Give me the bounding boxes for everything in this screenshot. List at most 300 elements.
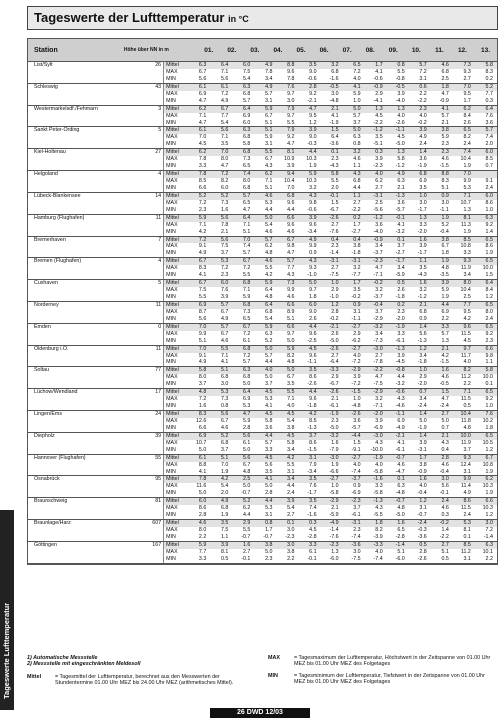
cell-value: 6.7 <box>188 258 210 265</box>
cell-value: 7.2 <box>485 527 493 533</box>
cell-value: 4.6 <box>441 461 449 468</box>
cell-value: 3.7 <box>375 308 383 315</box>
cell-value: 5.9 <box>188 542 210 549</box>
cell-value: -4.0 <box>373 228 383 235</box>
cell-value: -0.7 <box>241 490 251 497</box>
row-type: MIN <box>163 120 188 127</box>
station-name <box>28 527 117 534</box>
station-height: 5 <box>158 280 162 287</box>
cell-value: -6.7 <box>329 206 339 213</box>
cell-value: 3.8 <box>287 548 295 555</box>
cell-value: 3.2 <box>321 62 343 69</box>
station-name: Westermarkelsdf./Fehmarn <box>34 105 98 112</box>
cell-value: 4.5 <box>276 433 298 440</box>
cell-value: -1.3 <box>417 337 427 344</box>
cell-value: 0.5 <box>441 555 449 562</box>
cell-value: 4.4 <box>287 206 295 213</box>
cell-value: 1.4 <box>485 228 493 235</box>
temperature-table <box>27 38 498 565</box>
cell-value: 8.1 <box>276 149 298 156</box>
cell-value: 6.4 <box>331 134 339 141</box>
table-header <box>28 39 497 62</box>
cell-value: 0.8 <box>220 403 229 410</box>
cell-value: 8.0 <box>243 178 251 184</box>
cell-value: 5.3 <box>210 258 232 265</box>
cell-value: -3.0 <box>321 455 343 462</box>
cell-value: 0.9 <box>343 302 365 309</box>
cell-value: 6.9 <box>419 178 427 184</box>
cell-value: 1.6 <box>232 542 254 549</box>
table-row <box>28 381 497 388</box>
cell-value: 5.6 <box>210 127 232 134</box>
station-name <box>28 549 117 556</box>
cell-value: 5.0 <box>243 483 251 490</box>
cell-value: 2.2 <box>198 533 207 540</box>
cell-value: 1.2 <box>321 302 343 309</box>
cell-value: 3.5 <box>375 134 383 141</box>
row-type: Mittel <box>163 324 188 331</box>
cell-value: 10.3 <box>306 156 317 163</box>
cell-value: -0.6 <box>307 206 317 213</box>
cell-value: 8.0 <box>453 280 475 287</box>
cell-value: 3.3 <box>375 483 383 490</box>
cell-value: 6.9 <box>243 396 251 403</box>
table-row <box>28 113 497 120</box>
cell-value: -6.9 <box>373 424 383 431</box>
cell-value: -3.6 <box>329 141 339 148</box>
col-day: 13. <box>481 46 491 54</box>
cell-value: 1.8 <box>309 294 317 300</box>
cell-value: 6.6 <box>276 215 298 222</box>
cell-value: 4.4 <box>265 206 273 213</box>
cell-value: 3.9 <box>419 439 427 446</box>
cell-value: 6.3 <box>397 483 405 490</box>
row-type: MAX <box>163 178 188 185</box>
cell-value: 3.8 <box>419 461 427 468</box>
cell-value: 4.5 <box>254 411 276 418</box>
station-height <box>117 243 163 250</box>
cell-value: 6.4 <box>232 389 254 396</box>
station-height <box>117 91 163 98</box>
cell-value: 9.3 <box>463 68 471 75</box>
cell-value: -0.4 <box>439 228 449 235</box>
cell-value: 5.4 <box>243 75 251 82</box>
page-number: 26 DWD 12/03 <box>210 708 310 718</box>
station-height: 607 <box>152 520 162 527</box>
cell-value: 4.4 <box>287 483 295 490</box>
cell-value: 10.3 <box>482 483 493 490</box>
station-name <box>28 200 117 207</box>
cell-value: 4.7 <box>243 206 251 213</box>
cell-value: 5.9 <box>298 171 320 178</box>
cell-value: 3.0 <box>287 97 295 104</box>
station-height <box>117 425 163 432</box>
cell-value: 5.8 <box>287 439 295 446</box>
cell-value: 7.0 <box>188 324 210 331</box>
cell-value: 5.6 <box>265 461 273 468</box>
cell-value: -2.1 <box>387 433 409 440</box>
table-row <box>28 272 497 279</box>
cell-value: 6.3 <box>188 62 210 69</box>
table-row <box>28 418 497 425</box>
cell-value: 2.8 <box>243 424 251 431</box>
cell-value: 9.1 <box>198 352 207 359</box>
cell-value: 5.6 <box>232 455 254 462</box>
station-name <box>28 287 117 294</box>
cell-value: 5.1 <box>441 184 449 191</box>
cell-value: -3.4 <box>307 468 317 475</box>
cell-value: 1.2 <box>409 346 431 353</box>
table-row <box>28 440 497 447</box>
cell-value: -1.4 <box>483 533 493 540</box>
cell-value: 6.0 <box>243 119 251 126</box>
station-group <box>28 411 497 433</box>
cell-value: 10.8 <box>460 243 471 250</box>
cell-value: 0.9 <box>353 483 361 490</box>
cell-value: 4.6 <box>220 337 229 344</box>
cell-value: 7.7 <box>453 302 475 309</box>
cell-value: 5.8 <box>188 367 210 374</box>
cell-value: 3.4 <box>397 265 405 272</box>
cell-value: 8.5 <box>485 156 493 163</box>
cell-value: -5.5 <box>373 512 383 519</box>
cell-value: 4.6 <box>441 505 449 512</box>
cell-value: -1.9 <box>387 324 409 331</box>
cell-value: 9.5 <box>463 308 471 315</box>
row-type: MAX <box>163 69 188 76</box>
cell-value: -3.1 <box>365 193 387 200</box>
cell-value: 7.0 <box>287 184 295 191</box>
cell-value: -1.3 <box>307 424 317 431</box>
cell-value: -2.6 <box>417 555 427 562</box>
cell-value: 7.9 <box>276 127 298 134</box>
cell-value: 2.9 <box>375 90 383 97</box>
cell-value: 6.0 <box>475 149 497 156</box>
cell-value: 4.6 <box>220 424 229 431</box>
cell-value: 3.5 <box>298 367 320 374</box>
station-height: 11 <box>155 214 162 221</box>
station-height <box>117 374 163 381</box>
cell-value: 9.6 <box>287 199 295 206</box>
cell-value: 4.0 <box>419 112 427 119</box>
station-name <box>28 556 117 563</box>
cell-value: 7.1 <box>220 134 229 141</box>
table-row <box>28 185 497 192</box>
cell-value: 4.1 <box>431 106 453 113</box>
cell-value: 4.3 <box>375 439 383 446</box>
cell-value: 3.9 <box>287 163 295 170</box>
cell-value: 8.5 <box>198 178 207 184</box>
cell-value: 3.5 <box>419 184 427 191</box>
cell-value: 2.4 <box>419 141 427 148</box>
station-group <box>28 127 497 149</box>
station-name <box>28 425 117 432</box>
cell-value: 3.4 <box>375 330 383 337</box>
cell-value: 12.4 <box>460 461 471 468</box>
row-type: MIN <box>163 338 188 345</box>
cell-value: -0.9 <box>365 237 387 244</box>
row-type: MIN <box>163 163 188 170</box>
cell-value: -7.1 <box>373 272 383 279</box>
cell-value: 9.3 <box>453 455 475 462</box>
cell-value: 4.0 <box>353 461 361 468</box>
station-name: Oldenburg i.O. <box>34 345 69 352</box>
cell-value: 4.8 <box>463 424 471 431</box>
cell-value: -3.1 <box>321 258 343 265</box>
cell-value: 9.5 <box>463 90 471 97</box>
cell-value: 9.4 <box>276 171 298 178</box>
cell-value: 1.0 <box>409 367 431 374</box>
cell-value: -0.6 <box>373 75 383 82</box>
cell-value: 2.4 <box>463 512 471 519</box>
cell-value: 4.2 <box>276 455 298 462</box>
cell-value: -6.1 <box>329 403 339 410</box>
station-name <box>28 134 117 141</box>
cell-value: 0.1 <box>276 520 298 527</box>
min-label: MIN <box>268 672 278 679</box>
cell-value: 4.6 <box>254 258 276 265</box>
cell-value: -2.7 <box>351 228 361 235</box>
cell-value: 3.8 <box>287 424 295 431</box>
cell-value: 6.5 <box>475 433 497 440</box>
cell-value: 3.1 <box>265 141 273 148</box>
cell-value: 2.6 <box>331 330 339 337</box>
cell-value: 7.2 <box>243 265 251 272</box>
station-name: Schleswig <box>34 83 58 90</box>
table-row <box>28 425 497 432</box>
station-name <box>28 440 117 447</box>
cell-value: 4.2 <box>210 476 232 483</box>
cell-value: 7.2 <box>243 352 251 359</box>
cell-value: 6.8 <box>409 171 431 178</box>
cell-value: 9.6 <box>309 396 317 403</box>
station-height: 39 <box>155 432 162 439</box>
cell-value: 8.8 <box>431 171 453 178</box>
cell-value: -4.9 <box>395 424 405 431</box>
station-height <box>117 338 163 345</box>
cell-value: 11.9 <box>460 439 471 446</box>
station-height <box>117 483 163 490</box>
cell-value: 11.2 <box>460 548 471 555</box>
cell-value: 6.5 <box>243 163 251 170</box>
cell-value: -2.8 <box>307 533 317 540</box>
station-group <box>28 476 497 498</box>
cell-value: -2.7 <box>343 455 365 462</box>
station-name <box>28 113 117 120</box>
cell-value: -7.8 <box>373 359 383 366</box>
row-type: Mittel <box>163 127 188 134</box>
row-type: Mittel <box>163 542 188 549</box>
table-row <box>28 549 497 556</box>
cell-value: 6.7 <box>232 324 254 331</box>
cell-value: 3.0 <box>287 527 295 533</box>
cell-value: 2.3 <box>220 272 229 279</box>
cell-value: 6.8 <box>232 149 254 156</box>
cell-value: -2.0 <box>365 411 387 418</box>
row-type: MIN <box>163 76 188 83</box>
cell-value: 6.6 <box>276 302 298 309</box>
cell-value: 5.0 <box>441 417 449 424</box>
cell-value: 2.3 <box>431 149 453 156</box>
cell-value: 7.4 <box>232 171 254 178</box>
cell-value: 5.2 <box>475 84 497 91</box>
cell-value: -0.4 <box>417 490 427 497</box>
cell-value: 7.4 <box>243 243 251 250</box>
max-text: = Tagesmaximum der Lufttemperatur, Höchstwert in der Zeitspanne von 01.00 Uhr MEZ bis 01.00 Uhr MEZ des Folgetages <box>294 655 491 668</box>
cell-value: 5.0 <box>243 446 251 453</box>
station-name <box>28 353 117 360</box>
cell-value: 3.4 <box>419 396 427 403</box>
station-height <box>117 272 163 279</box>
cell-value: 6.2 <box>265 243 273 250</box>
cell-value: 5.2 <box>232 498 254 505</box>
cell-value: 6.0 <box>475 193 497 200</box>
row-type: Mittel <box>163 149 188 156</box>
cell-value: 7.4 <box>485 134 493 141</box>
row-type: MIN <box>163 207 188 214</box>
row-type: MIN <box>163 381 188 388</box>
cell-value: 6.8 <box>243 374 251 381</box>
station-name <box>28 229 117 236</box>
cell-value: -0.6 <box>307 75 317 82</box>
cell-value: 3.9 <box>353 374 361 381</box>
cell-value: 1.2 <box>485 294 493 300</box>
cell-value: 3.5 <box>287 381 295 388</box>
cell-value: 1.7 <box>265 527 273 533</box>
station-group <box>28 346 497 368</box>
station-height <box>117 200 163 207</box>
cell-value: 7.6 <box>475 411 497 418</box>
cell-value: 5.9 <box>243 294 251 300</box>
cell-value: -2.1 <box>307 97 317 104</box>
row-type: MIN <box>163 316 188 323</box>
cell-value: -3.2 <box>395 228 405 235</box>
cell-value: 4.8 <box>265 294 273 300</box>
cell-value: 8.6 <box>453 498 475 505</box>
cell-value: 0.4 <box>343 237 365 244</box>
row-type: MAX <box>163 418 188 425</box>
cell-value: -6.9 <box>351 490 361 497</box>
cell-value: -5.1 <box>373 141 383 148</box>
cell-value: -1.8 <box>351 250 361 257</box>
cell-value: 4.4 <box>431 302 453 309</box>
cell-value: 2.7 <box>331 352 339 359</box>
station-height <box>117 222 163 229</box>
cell-value: -3.1 <box>343 520 365 527</box>
row-type: MIN <box>163 185 188 192</box>
table-row <box>28 215 497 222</box>
cell-value: 11.2 <box>460 374 471 381</box>
cell-value: -2.5 <box>307 337 317 344</box>
cell-value: 2.3 <box>409 106 431 113</box>
cell-value: 7.0 <box>232 237 254 244</box>
cell-value: 5.6 <box>419 330 427 337</box>
cell-value: 0.3 <box>298 520 320 527</box>
station-group <box>28 302 497 324</box>
cell-value: 3.9 <box>298 127 320 134</box>
station-name <box>28 462 117 469</box>
cell-value: 9.8 <box>485 352 493 359</box>
cell-value: 5.9 <box>276 346 298 353</box>
cell-value: 4.1 <box>397 221 405 228</box>
table-row <box>28 243 497 250</box>
station-name <box>28 512 117 519</box>
station-name <box>28 396 117 403</box>
cell-value: -5.9 <box>395 272 405 279</box>
cell-value: -7.3 <box>373 337 383 344</box>
cell-value: 8.2 <box>287 352 295 359</box>
cell-value: -1.9 <box>321 411 343 418</box>
cell-value: -0.2 <box>431 520 453 527</box>
cell-value: 7.3 <box>220 199 229 206</box>
cell-value: 4.9 <box>198 359 207 366</box>
cell-value: 2.7 <box>331 265 339 272</box>
cell-value: 2.0 <box>220 490 229 497</box>
station-height: 95 <box>155 476 162 483</box>
cell-value: 6.7 <box>220 308 229 315</box>
station-height: 26 <box>155 62 162 68</box>
cell-value: 5.0 <box>298 280 320 287</box>
cell-value: 3.7 <box>353 505 361 512</box>
cell-value: 9.9 <box>287 287 295 294</box>
station-group <box>28 62 497 84</box>
station-height <box>117 469 163 476</box>
cell-value: -2.6 <box>343 411 365 418</box>
cell-value: -1.9 <box>365 455 387 462</box>
cell-value: 4.0 <box>375 548 383 555</box>
cell-value: 0.3 <box>441 512 449 519</box>
cell-value: 7.1 <box>287 396 295 403</box>
cell-value: 8.5 <box>309 417 317 424</box>
station-height: 4 <box>158 171 162 178</box>
row-type: Mittel <box>163 411 188 418</box>
cell-value: -2.9 <box>373 315 383 322</box>
cell-value: 3.2 <box>343 149 365 156</box>
cell-value: 9.0 <box>309 68 317 75</box>
cell-value: 5.8 <box>321 171 343 178</box>
cell-value: -0.1 <box>387 215 409 222</box>
table-row <box>28 542 497 549</box>
cell-value: 5.4 <box>220 119 229 126</box>
cell-value: 5.3 <box>265 396 273 403</box>
table-row <box>28 178 497 185</box>
cell-value: -1.2 <box>365 127 387 134</box>
cell-value: 7.2 <box>210 171 232 178</box>
cell-value: 6.7 <box>198 68 207 75</box>
cell-value: 3.1 <box>353 308 361 315</box>
cell-value: 8.6 <box>485 243 493 250</box>
station-height: 4 <box>158 258 162 265</box>
cell-value: -1.4 <box>329 250 339 257</box>
cell-value: 5.3 <box>463 184 471 191</box>
cell-value: 8.3 <box>441 178 449 184</box>
cell-value: 4.7 <box>375 374 383 381</box>
cell-value: 4.4 <box>298 389 320 396</box>
cell-value: 2.6 <box>309 315 317 322</box>
cell-value: 9.2 <box>287 134 295 141</box>
cell-value: 5.9 <box>254 280 276 287</box>
cell-value: -1.3 <box>387 346 409 353</box>
cell-value: 2.1 <box>441 119 449 126</box>
cell-value: 7.1 <box>243 287 251 294</box>
cell-value: 6.5 <box>475 237 497 244</box>
cell-value: 5.0 <box>198 446 207 453</box>
cell-value: -2.6 <box>307 381 317 388</box>
station-name <box>28 338 117 345</box>
cell-value: 10.1 <box>482 548 493 555</box>
row-type: MIN <box>163 294 188 301</box>
cell-value: 7.1 <box>220 352 229 359</box>
